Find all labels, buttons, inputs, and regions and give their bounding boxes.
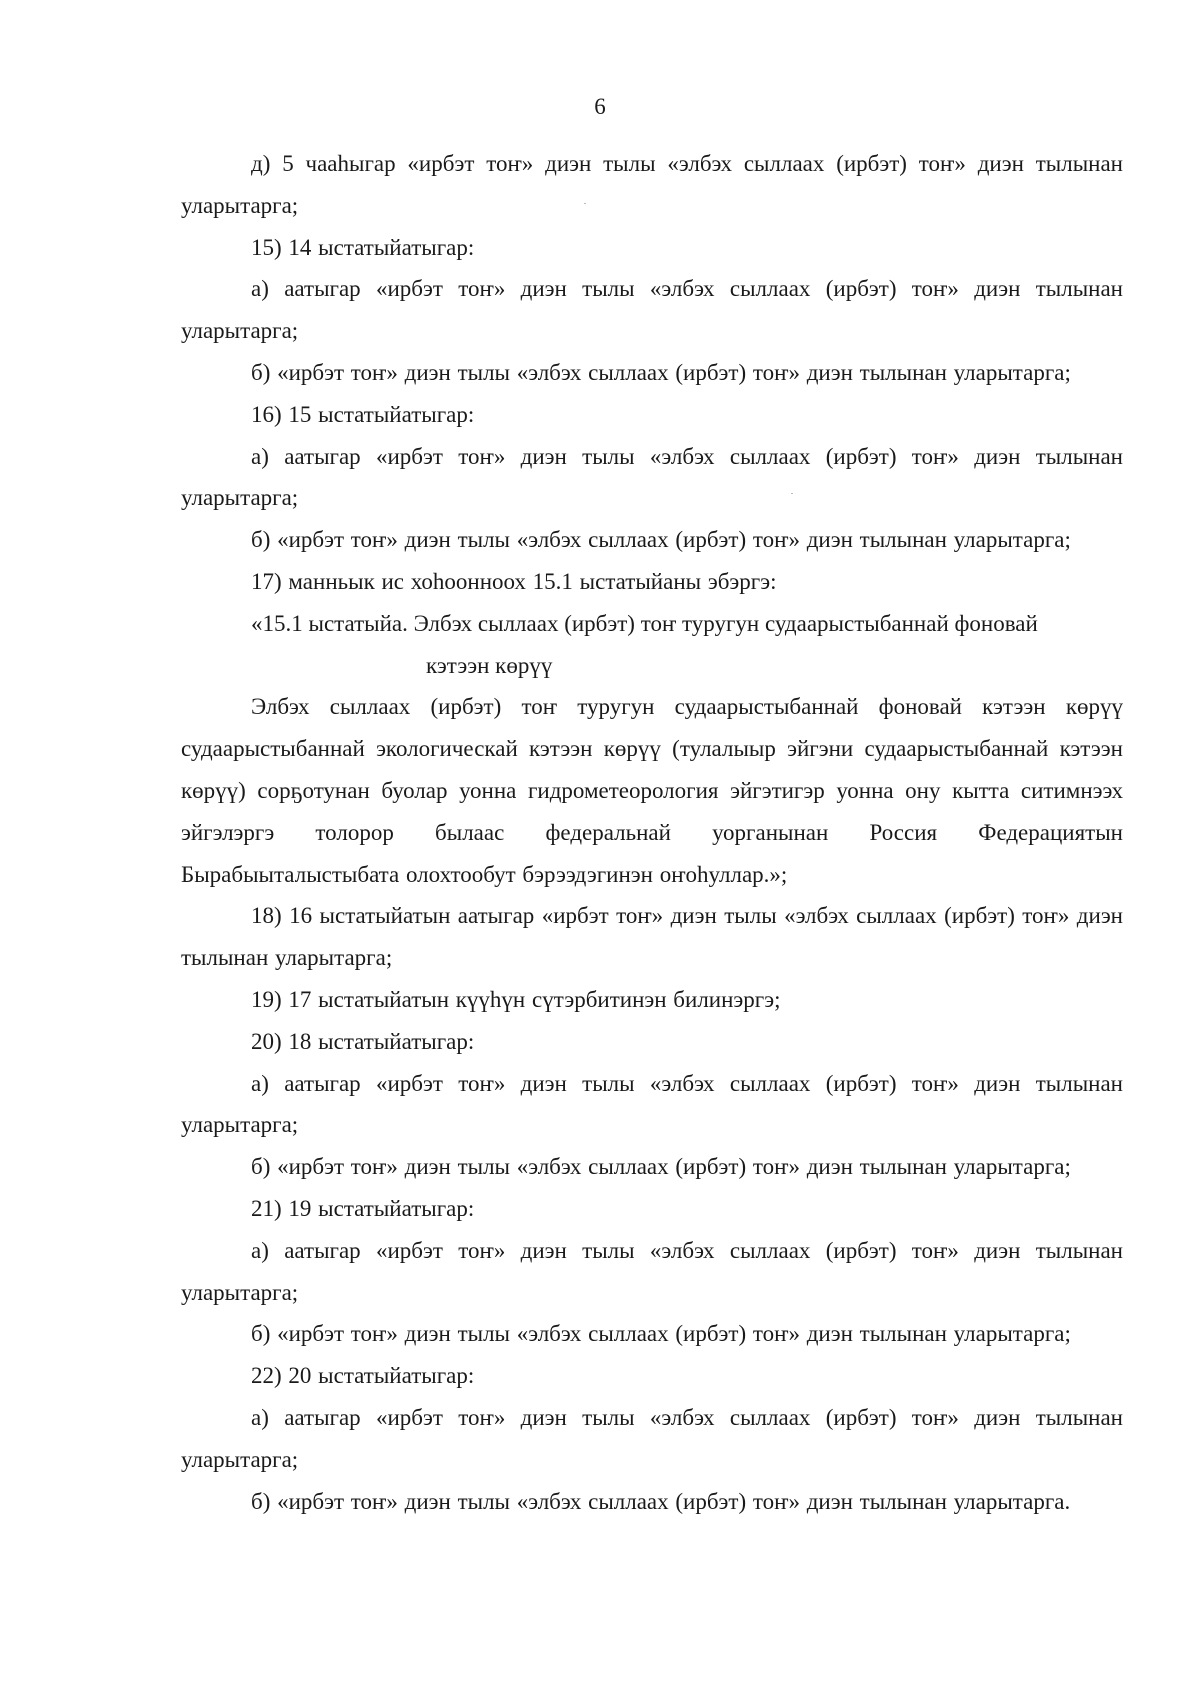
document-body <box>181 143 1123 1522</box>
paragraph-15b: б) «ирбэт тоҥ» диэн тылы «элбэх сыллаах (ирбэт) тоҥ» диэн тылынан уларытарга; <box>251 359 1071 385</box>
article-body-paragraph: Элбэх сыллаах (ирбэт) тоҥ туругун судаарыстыбаннай фоновай кэтээн көрүү судаарыстыбаннай экологическай кэтээн көрүү (тулалыыр эйгэни судаарыстыбаннай кэтээн көрүү) сорҕотунан буолар уонна гидрометеорология эйгэтигэр уонна ону кытта ситимнээх эйгэлэргэ толорор былаас федеральнай уорганынан Россия Федерациятын Бырабыыталыстыбата олохтообут бэрээдэгинэн оҥоһуллар.»; <box>181 694 1123 887</box>
scan-speck <box>791 493 793 494</box>
paragraph-22: 22) 20 ыстатыйатыгар: <box>251 1363 475 1389</box>
paragraph-22a: а) аатыгар «ирбэт тоҥ» диэн тылы «элбэх сыллаах (ирбэт) тоҥ» диэн тылынан уларытарга; <box>181 1404 1123 1472</box>
paragraph-17: 17) манньык ис хоһоонноох 15.1 ыстатыйаны эбэргэ: <box>251 568 777 594</box>
article-heading <box>181 603 1123 687</box>
paragraph-19: 19) 17 ыстатыйатын күүһүн сүтэрбитинэн билинэргэ; <box>251 986 781 1012</box>
paragraph-21: 21) 19 ыстатыйатыгар: <box>251 1195 475 1221</box>
paragraph-20a: а) аатыгар «ирбэт тоҥ» диэн тылы «элбэх сыллаах (ирбэт) тоҥ» диэн тылынан уларытарга; <box>181 1070 1123 1138</box>
article-heading-line2: кэтээн көрүү <box>426 652 553 678</box>
paragraph-16: 16) 15 ыстатыйатыгар: <box>251 401 475 427</box>
paragraph-16b: б) «ирбэт тоҥ» диэн тылы «элбэх сыллаах (ирбэт) тоҥ» диэн тылынан уларытарга; <box>251 527 1071 553</box>
paragraph-20: 20) 18 ыстатыйатыгар: <box>251 1028 475 1054</box>
scan-speck <box>584 203 586 204</box>
paragraph-15a: а) аатыгар «ирбэт тоҥ» диэн тылы «элбэх сыллаах (ирбэт) тоҥ» диэн тылынан уларытарга; <box>181 276 1123 344</box>
paragraph-22b: б) «ирбэт тоҥ» диэн тылы «элбэх сыллаах (ирбэт) тоҥ» диэн тылынан уларытарга. <box>251 1488 1071 1514</box>
page-number: 6 <box>594 94 606 119</box>
paragraph-5d: д) 5 чааһыгар «ирбэт тоҥ» диэн тылы «элбэх сыллаах (ирбэт) тоҥ» диэн тылынан уларытарга; <box>181 151 1123 218</box>
paragraph-21a: а) аатыгар «ирбэт тоҥ» диэн тылы «элбэх сыллаах (ирбэт) тоҥ» диэн тылынан уларытарга; <box>181 1237 1123 1305</box>
paragraph-15: 15) 14 ыстатыйатыгар: <box>251 234 475 260</box>
paragraph-16a: а) аатыгар «ирбэт тоҥ» диэн тылы «элбэх сыллаах (ирбэт) тоҥ» диэн тылынан уларытарга; <box>181 443 1123 511</box>
paragraph-21b: б) «ирбэт тоҥ» диэн тылы «элбэх сыллаах (ирбэт) тоҥ» диэн тылынан уларытарга; <box>251 1321 1071 1347</box>
paragraph-18: 18) 16 ыстатыйатын аатыгар «ирбэт тоҥ» диэн тылы «элбэх сыллаах (ирбэт) тоҥ» диэн тылынан уларытарга; <box>181 903 1123 971</box>
paragraph-20b: б) «ирбэт тоҥ» диэн тылы «элбэх сыллаах (ирбэт) тоҥ» диэн тылынан уларытарга; <box>251 1154 1071 1180</box>
article-heading-line1: «15.1 ыстатыйа. Элбэх сыллаах (ирбэт) тоҥ туругун судаарыстыбаннай фоновай <box>251 610 1038 636</box>
